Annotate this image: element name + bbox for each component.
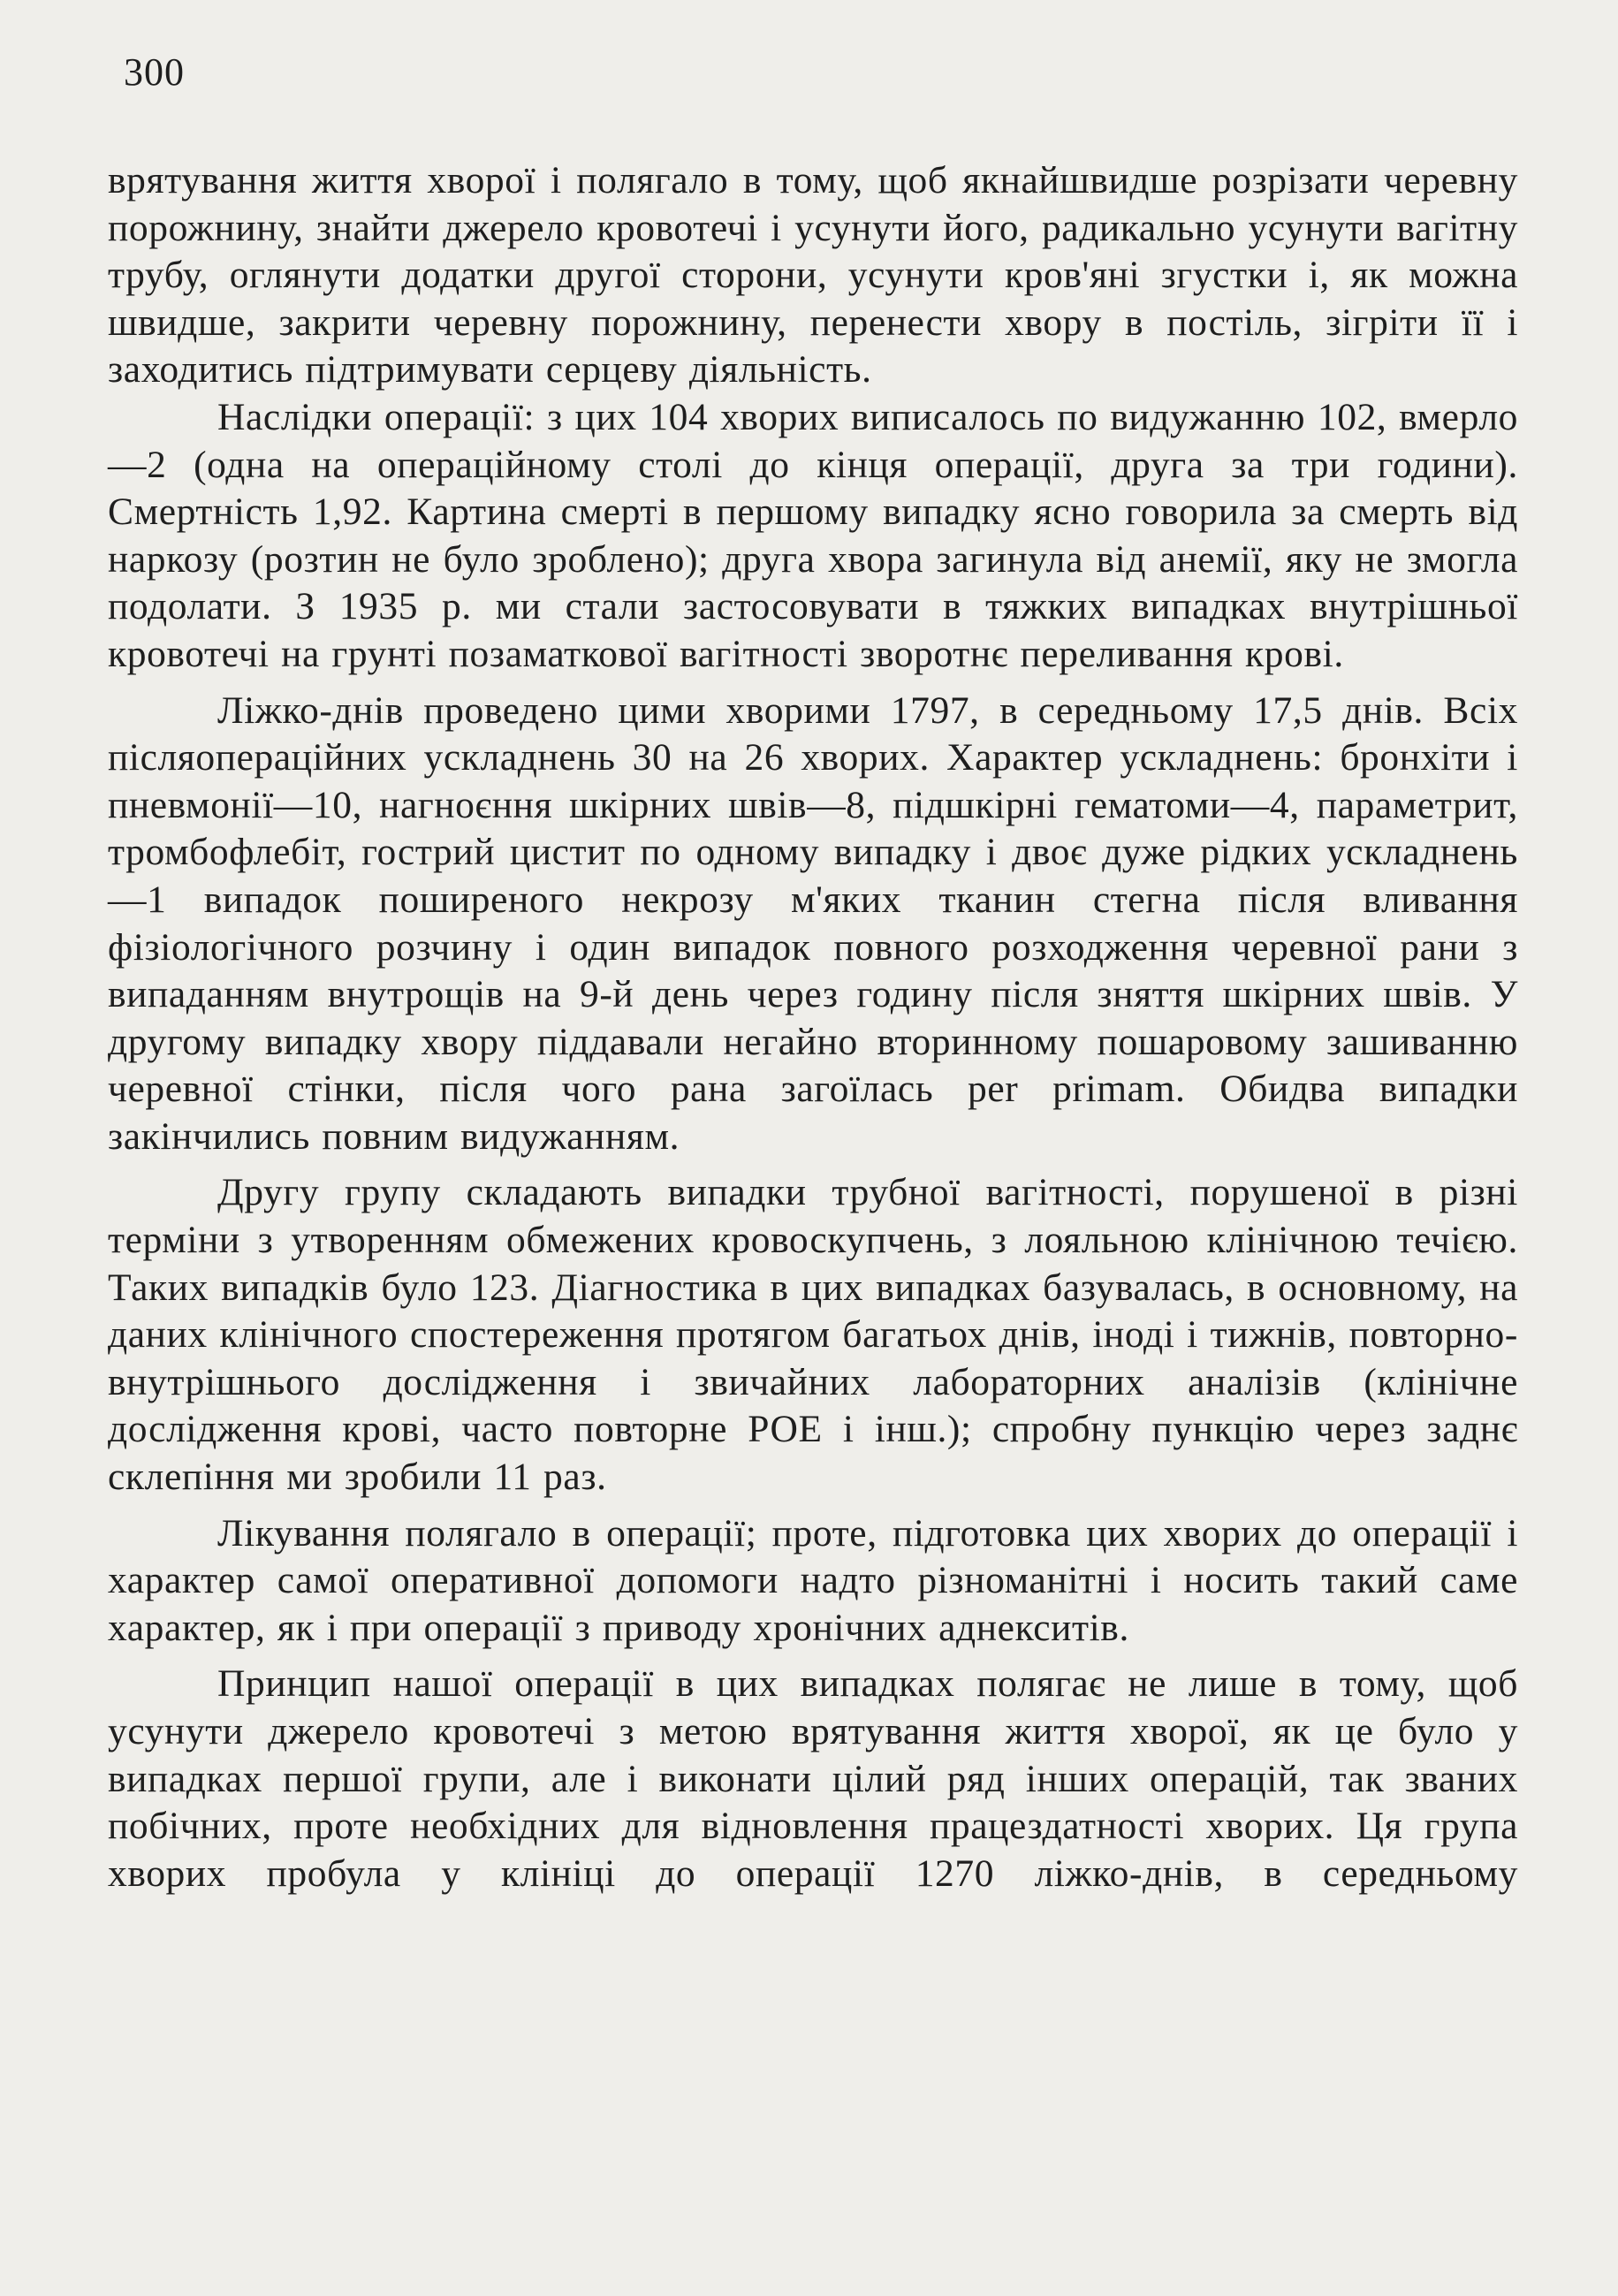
paragraph-2: Наслідки операції: з цих 104 хворих виписалось по видужанню 102, вмерло—2 (одна на операційному столі до кінця операції, друга за три години). Смертність 1,92. Картина смерті в першому випадку ясно говорила за смерть від наркозу (розтин не було зроблено); друга хвора загинула від анемії, яку не змогла подолати. З 1935 р. ми стали застосовувати в тяжких випадках внутрішньої кровотечі на грунті позаматкової вагітності зворотнє переливання крові. (108, 395, 1518, 675)
paragraph-3: Ліжко-днів проведено цими хворими 1797, в середньому 17,5 днів. Всіх післяопераційних ускладнень 30 на 26 хворих. Характер ускладнень: бронхіти і пневмонії—10, нагноєння шкірних швів—8, підшкірні гематоми—4, параметрит, тромбофлебіт, гострий цистит по одному випадку і двоє дуже рідких ускладнень—1 випадок поширеного некрозу м'яких тканин стегна після вливання фізіологічного розчину і один випадок повного розходження черевної рани з випаданням внутрощів на 9-й день через годину після зняття шкірних швів. У другому випадку хвору піддавали негайно вторинному пошаровому зашиванню черевної стінки, після чого рана загоїлась per primam. Обидва випадки закінчились повним видужанням. (108, 688, 1518, 1158)
paragraph-5: Лікування полягало в операції; проте, підготовка цих хворих до операції і характер самої оперативної допомоги надто різноманітні і носить такий саме характер, як і при операції з приводу хронічних аднекситів. (108, 1511, 1518, 1649)
page-body (108, 157, 1518, 1897)
paragraph-4: Другу групу складають випадки трубної вагітності, порушеної в різні терміни з утворенням обмежених кровоскупчень, з лояльною клінічною течією. Таких випадків було 123. Діагностика в цих випадках базувалась, в основному, на даних клінічного спостереження протягом багатьох днів, іноді і тижнів, повторно-внутрішнього дослідження і звичайних лабораторних аналізів (клінічне дослідження крові, часто повторне РОЕ і інш.); спробну пункцію через заднє склепіння ми зробили 11 раз. (108, 1171, 1518, 1499)
page-number: 300 (124, 50, 185, 94)
paragraph-6: Принцип нашої операції в цих випадках полягає не лише в тому, щоб усунути джерело кровотечі з метою врятування життя хворої, як це було у випадках першої групи, але і виконати цілий ряд інших операцій, так званих побічних, проте необхідних для відновлення працездатності хворих. Ця група хворих пробула у клініці до операції 1270 ліжко-днів, в середньому (108, 1662, 1518, 1895)
paragraph-1: врятування життя хворої і полягало в тому, щоб якнайшвидше розрізати черевну порожнину, знайти джерело кровотечі і усунути його, радикально усунути вагітну трубу, оглянути додатки другої сторони, усунути кров'яні згустки і, як можна швидше, закрити черевну порожнину, перенести хвору в постіль, зігріти її і заходитись підтримувати серцеву діяльність. (108, 159, 1518, 392)
